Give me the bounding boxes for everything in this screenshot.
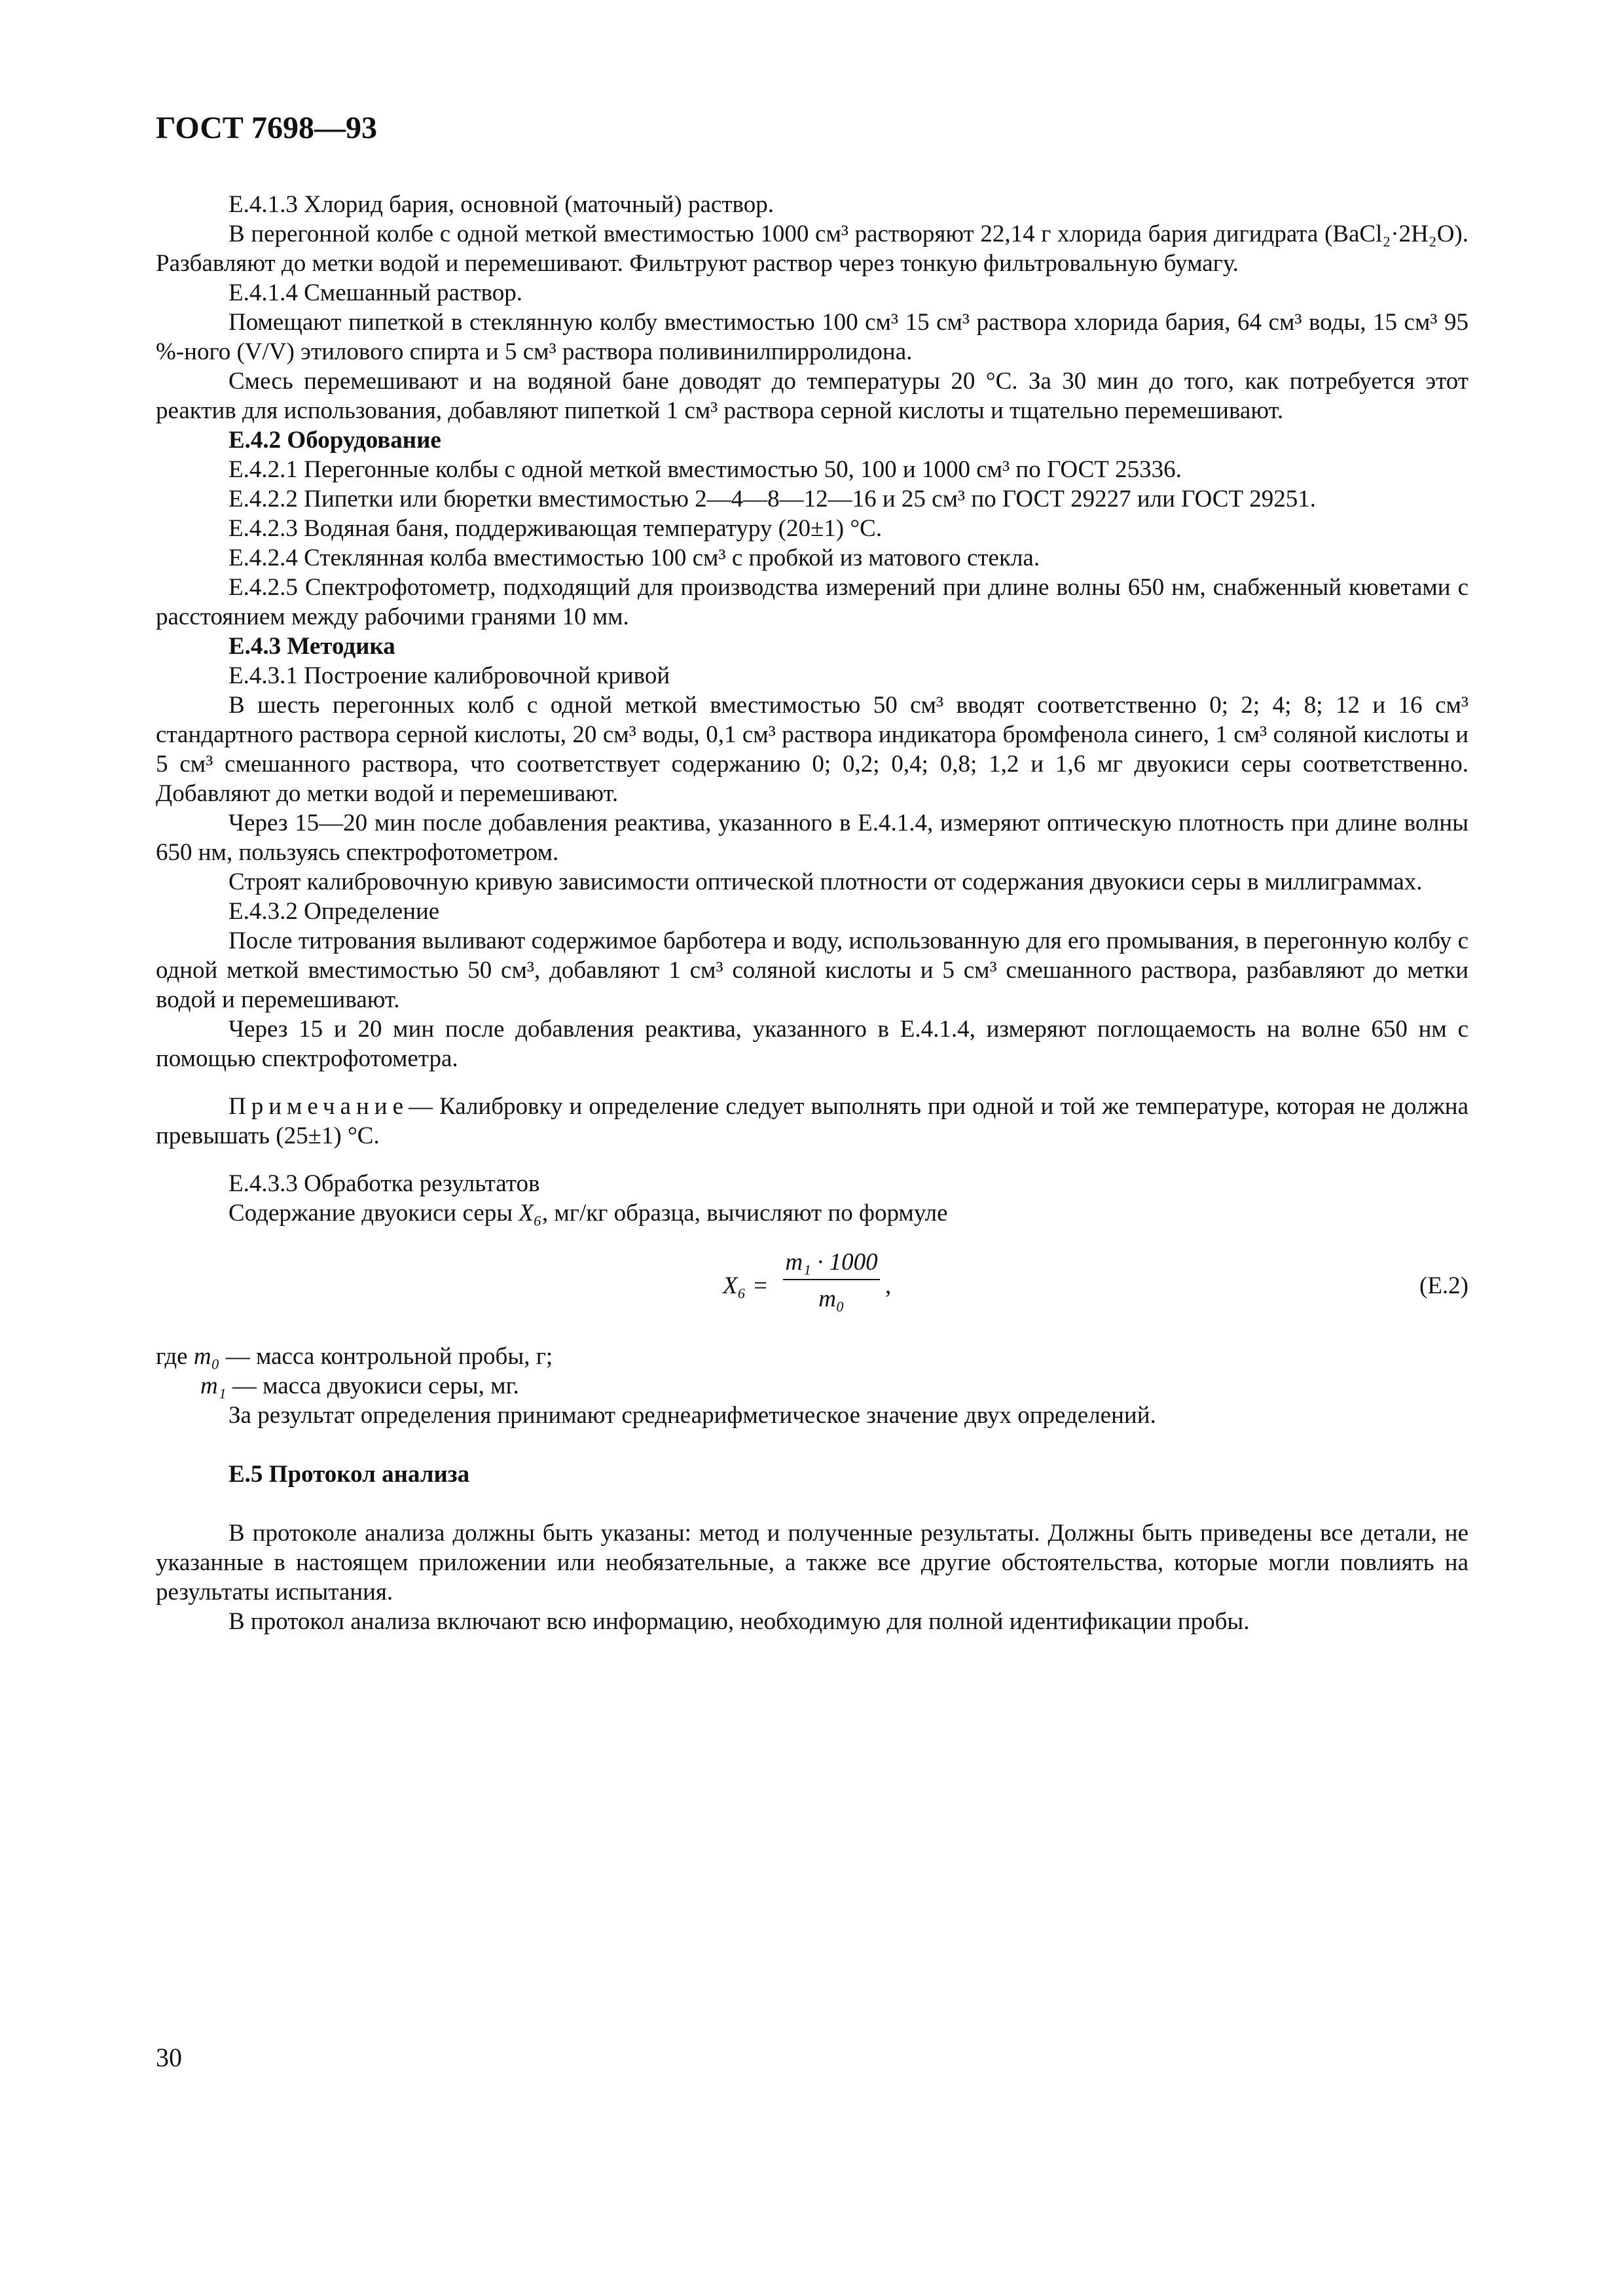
paragraph: Содержание двуокиси серы X₆, мг/кг образца, вычисляют по формуле [228,1200,948,1227]
section-heading: Е.4.3 Методика [228,633,395,660]
paragraph: В протоколе анализа должны быть указаны: метод и полученные результаты. Должны быть приведены все детали, не указанные в настоящем приложении или необязательные, а также все другие обстоятельства, которые могли повлиять на результаты испытания. [156,1520,1468,1605]
section-heading: Е.5 Протокол анализа [228,1461,470,1488]
variable-m0: m₀ [193,1343,220,1370]
formula-comma: , [885,1272,892,1299]
paragraph: В перегонной колбе с одной меткой вместимостью 1000 см³ растворяют 22,14 г хлорида бария дигидрата (BaCl₂·2H₂O). Разбавляют до метки водой и перемешивают. Фильтруют раствор через тонкую фильтровальную бумагу. [156,221,1468,277]
paragraph: Строят калибровочную кривую зависимости оптической плотности от содержания двуокиси серы в миллиграммах. [228,869,1423,895]
formula-row [156,1242,1468,1334]
paragraph: Е.4.3.2 Определение [228,898,440,925]
note [156,1092,1468,1151]
note-text: — Калибровку и определение следует выполнять при одной и той же температуре, которая не должна превышать (25±1) °С. [156,1093,1468,1149]
paragraph: Е.4.2.4 Стеклянная колба вместимостью 100 см³ с пробкой из матового стекла. [228,545,1040,571]
where-line: m₁ — масса двуокиси серы, мг. [200,1372,519,1399]
page-header: ГОСТ 7698—93 [156,111,377,145]
formula-e2 [723,1247,906,1326]
paragraph: Через 15 и 20 мин после добавления реактива, указанного в Е.4.1.4, измеряют поглощаемость на волне 650 нм с помощью спектрофотометра. [156,1016,1468,1072]
formula-numerator: m₁ · 1000 [785,1249,878,1276]
paragraph: Через 15—20 мин после добавления реактива, указанного в Е.4.1.4, измеряют оптическую плотность при длине волны 650 нм, пользуясь спектрофотометром. [156,810,1468,866]
paragraph: Е.4.2.1 Перегонные колбы с одной меткой вместимостью 50, 100 и 1000 см³ по ГОСТ 25336. [228,456,1182,483]
paragraph: Смесь перемешивают и на водяной бане доводят до температуры 20 °С. За 30 мин до того, как потребуется этот реактив для использования, добавляют пипеткой 1 см³ раствора серной кислоты и тщательно перемешивают. [156,368,1468,424]
formula-lhs: X₆ = [723,1272,769,1299]
page-number: 30 [156,2043,182,2072]
paragraph: Е.4.2.5 Спектрофотометр, подходящий для производства измерений при длине волны 650 нм, снабженный кюветами с расстоянием между рабочими гранями 10 мм. [156,574,1468,630]
formula-label: (Е.2) [1419,1272,1468,1299]
variable-x6: X₆ [519,1200,542,1227]
paragraph: Е.4.2.2 Пипетки или бюретки вместимостью 2—4—8—12—16 и 25 см³ по ГОСТ 29227 или ГОСТ 29251. [228,486,1317,512]
paragraph: За результат определения принимают среднеарифметическое значение двух определений. [228,1402,1156,1429]
paragraph: Е.4.2.3 Водяная баня, поддерживающая температуру (20±1) °С. [228,515,883,542]
where-line: где m₀ — масса контрольной пробы, г; [156,1343,553,1370]
paragraph: В протокол анализа включают всю информацию, необходимую для полной идентификации пробы. [228,1608,1250,1635]
paragraph: Е.4.1.4 Смешанный раствор. [228,279,523,306]
paragraph: Е.4.1.3 Хлорид бария, основной (маточный) раствор. [228,191,774,218]
paragraph: Е.4.3.1 Построение калибровочной кривой [228,662,670,689]
paragraph: Е.4.3.3 Обработка результатов [228,1170,540,1197]
paragraph: В шесть перегонных колб с одной меткой вместимостью 50 см³ вводят соответственно 0; 2; 4; 8; 12 и 16 см³ стандартного раствора серной кислоты, 20 см³ воды, 0,1 см³ раствора индикатора бромфенола синего, 1 см³ соляной кислоты и 5 см³ смешанного раствора, что соответствует содержанию 0; 0,2; 0,4; 0,8; 1,2 и 1,6 мг двуокиси серы соответственно. Добавляют до метки водой и перемешивают. [156,692,1468,807]
document-body [156,190,1468,1636]
fraction-bar [783,1279,880,1280]
paragraph: Помещают пипеткой в стеклянную колбу вместимостью 100 см³ 15 см³ раствора хлорида бария, 64 см³ воды, 15 см³ 95 %-ного (V/V) этилового спирта и 5 см³ раствора поливинилпирролидона. [156,309,1468,365]
paragraph: После титрования выливают содержимое барботера и воду, использованную для его промывания, в перегонную колбу с одной меткой вместимостью 50 см³, добавляют 1 см³ соляной кислоты и 5 см³ смешанного раствора, разбавляют до метки водой и перемешивают. [156,927,1468,1013]
section-heading: Е.4.2 Оборудование [228,427,441,454]
note-label: Примечание [228,1093,409,1120]
variable-m1: m₁ [200,1372,227,1399]
formula-denominator: m₀ [818,1285,845,1312]
